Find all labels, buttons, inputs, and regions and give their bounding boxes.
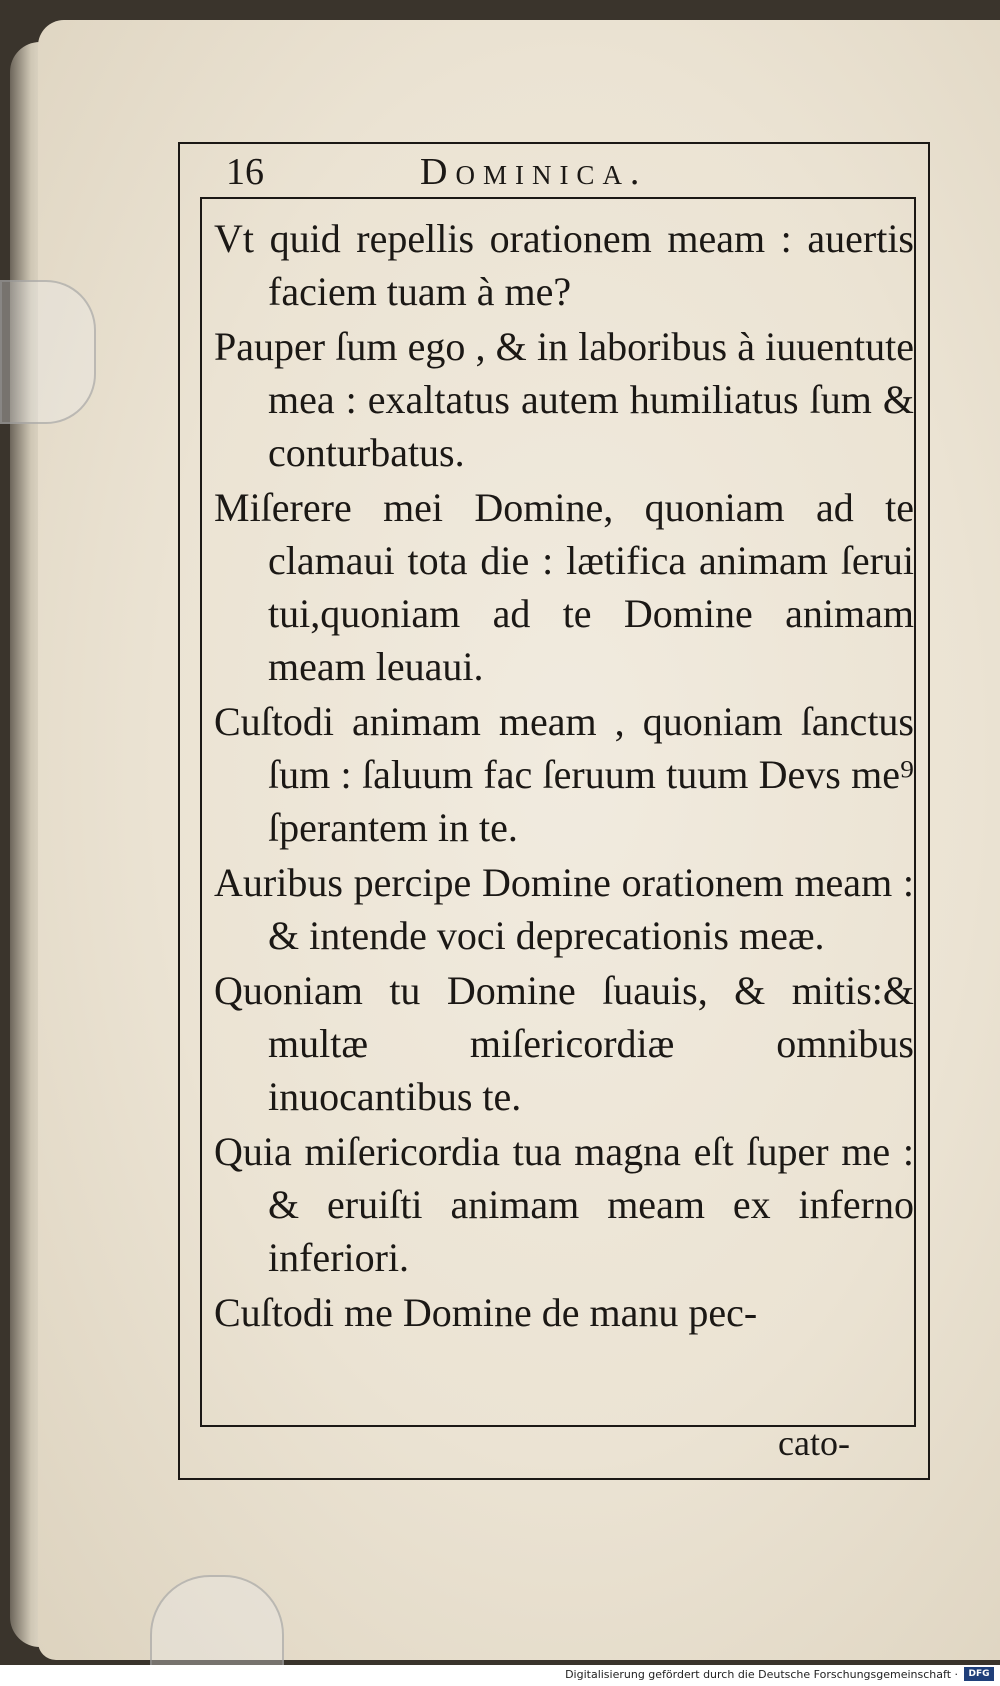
verse: Cuſtodi me Domine de manu pec- (214, 1290, 758, 1335)
verse: Pauper ſum ego , & in laboribus à iuuentute mea : exaltatus autem humiliatus ſum & conturbatus. (214, 324, 914, 475)
verse: Quoniam tu Domine ſuauis, & mitis:& multæ miſericordiæ omnibus inuocantibus te. (214, 968, 914, 1119)
verse: Quia miſericordia tua magna eſt ſuper me : & eruiſti animam meam ex inferno inferiori. (214, 1129, 914, 1280)
verse: Miſerere mei Domine, quoniam ad te clamaui tota die : lætifica animam ſerui tui,quoniam ad te Domine animam meam leuaui. (214, 485, 914, 689)
verse: Cuſtodi animam meam , quoniam ſanctus ſum : ſaluum fac ſeruum tuum Devs me⁹ ſperantem in te. (214, 699, 914, 850)
footer-credit: Digitalisierung gefördert durch die Deutsche Forschungsgemeinschaft · (565, 1668, 958, 1681)
verse: Auribus percipe Domine orationem meam : & intende voci deprecationis meæ. (214, 860, 914, 958)
header-rule (200, 197, 916, 199)
dfg-logo-icon: DFG (964, 1667, 994, 1681)
page-clip-top (0, 280, 96, 424)
page-number: 16 (226, 151, 264, 193)
verse: Vt quid repellis orationem meam : auertis faciem tuam à me? (214, 216, 914, 314)
verse-list (214, 212, 914, 1341)
running-head: Dominica. (420, 151, 648, 193)
catchword: cato- (778, 1423, 850, 1463)
